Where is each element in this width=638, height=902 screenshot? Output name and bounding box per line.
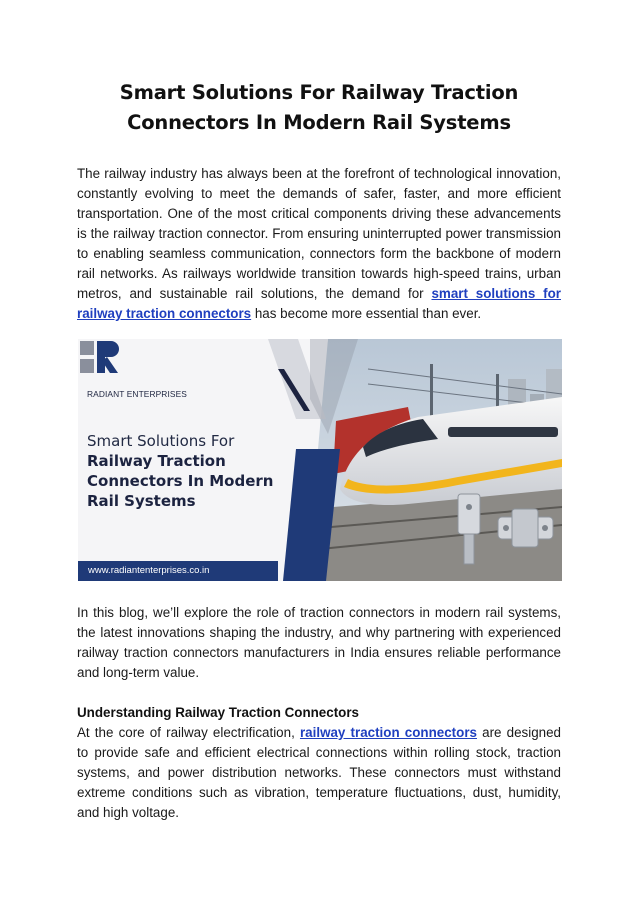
banner-heading-line1: Smart Solutions For	[87, 432, 235, 450]
railway-traction-connectors-link[interactable]: railway traction connectors	[299, 725, 477, 740]
website-url: www.radiantenterprises.co.in	[88, 565, 210, 576]
banner-heading	[87, 431, 307, 511]
section-paragraph	[77, 723, 561, 823]
page-title: Smart Solutions For Railway Traction Connectors In Modern Rail Systems	[119, 81, 519, 134]
smart-solutions-link[interactable]: smart solutions for railway traction connectors	[77, 286, 561, 321]
section-heading: Understanding Railway Traction Connectors	[77, 705, 359, 720]
intro-text-end: has become more essential than ever.	[251, 306, 482, 321]
intro-text-start: The railway industry has always been at the forefront of technological innovation, constantly evolving to meet the demands of safer, faster, and more efficient transportation. One of the most critical components driving these advancements is the railway traction connector. From ensuring uninterrupted power transmission to enabling seamless communication, connectors form the backbone of modern rail networks. As railways worldwide transition towards high-speed trains, urban metros, and sustainable rail solutions, the demand for	[77, 166, 561, 301]
blog-intro-paragraph: In this blog, we’ll explore the role of traction connectors in modern rail systems, the latest innovations shaping the industry, and why partnering with experienced railway traction connectors manufacturers in India ensures reliable performance and long-term value.	[77, 605, 561, 680]
brand-name: RADIANT ENTERPRISES	[87, 389, 187, 399]
section-text-start: At the core of railway electrification,	[77, 725, 300, 740]
hero-banner-image	[78, 339, 562, 581]
banner-heading-main: Railway Traction Connectors In Modern Rail Systems	[87, 452, 274, 510]
train-windows	[448, 427, 558, 437]
radiant-logo	[78, 339, 120, 377]
intro-paragraph	[77, 164, 561, 324]
section-text-end: are designed to provide safe and efficient electrical connections within rolling stock, traction systems, and power distribution networks. These connectors must withstand extreme conditions such as vibration, temperature fluctuations, dust, humidity, and high voltage.	[77, 725, 562, 820]
